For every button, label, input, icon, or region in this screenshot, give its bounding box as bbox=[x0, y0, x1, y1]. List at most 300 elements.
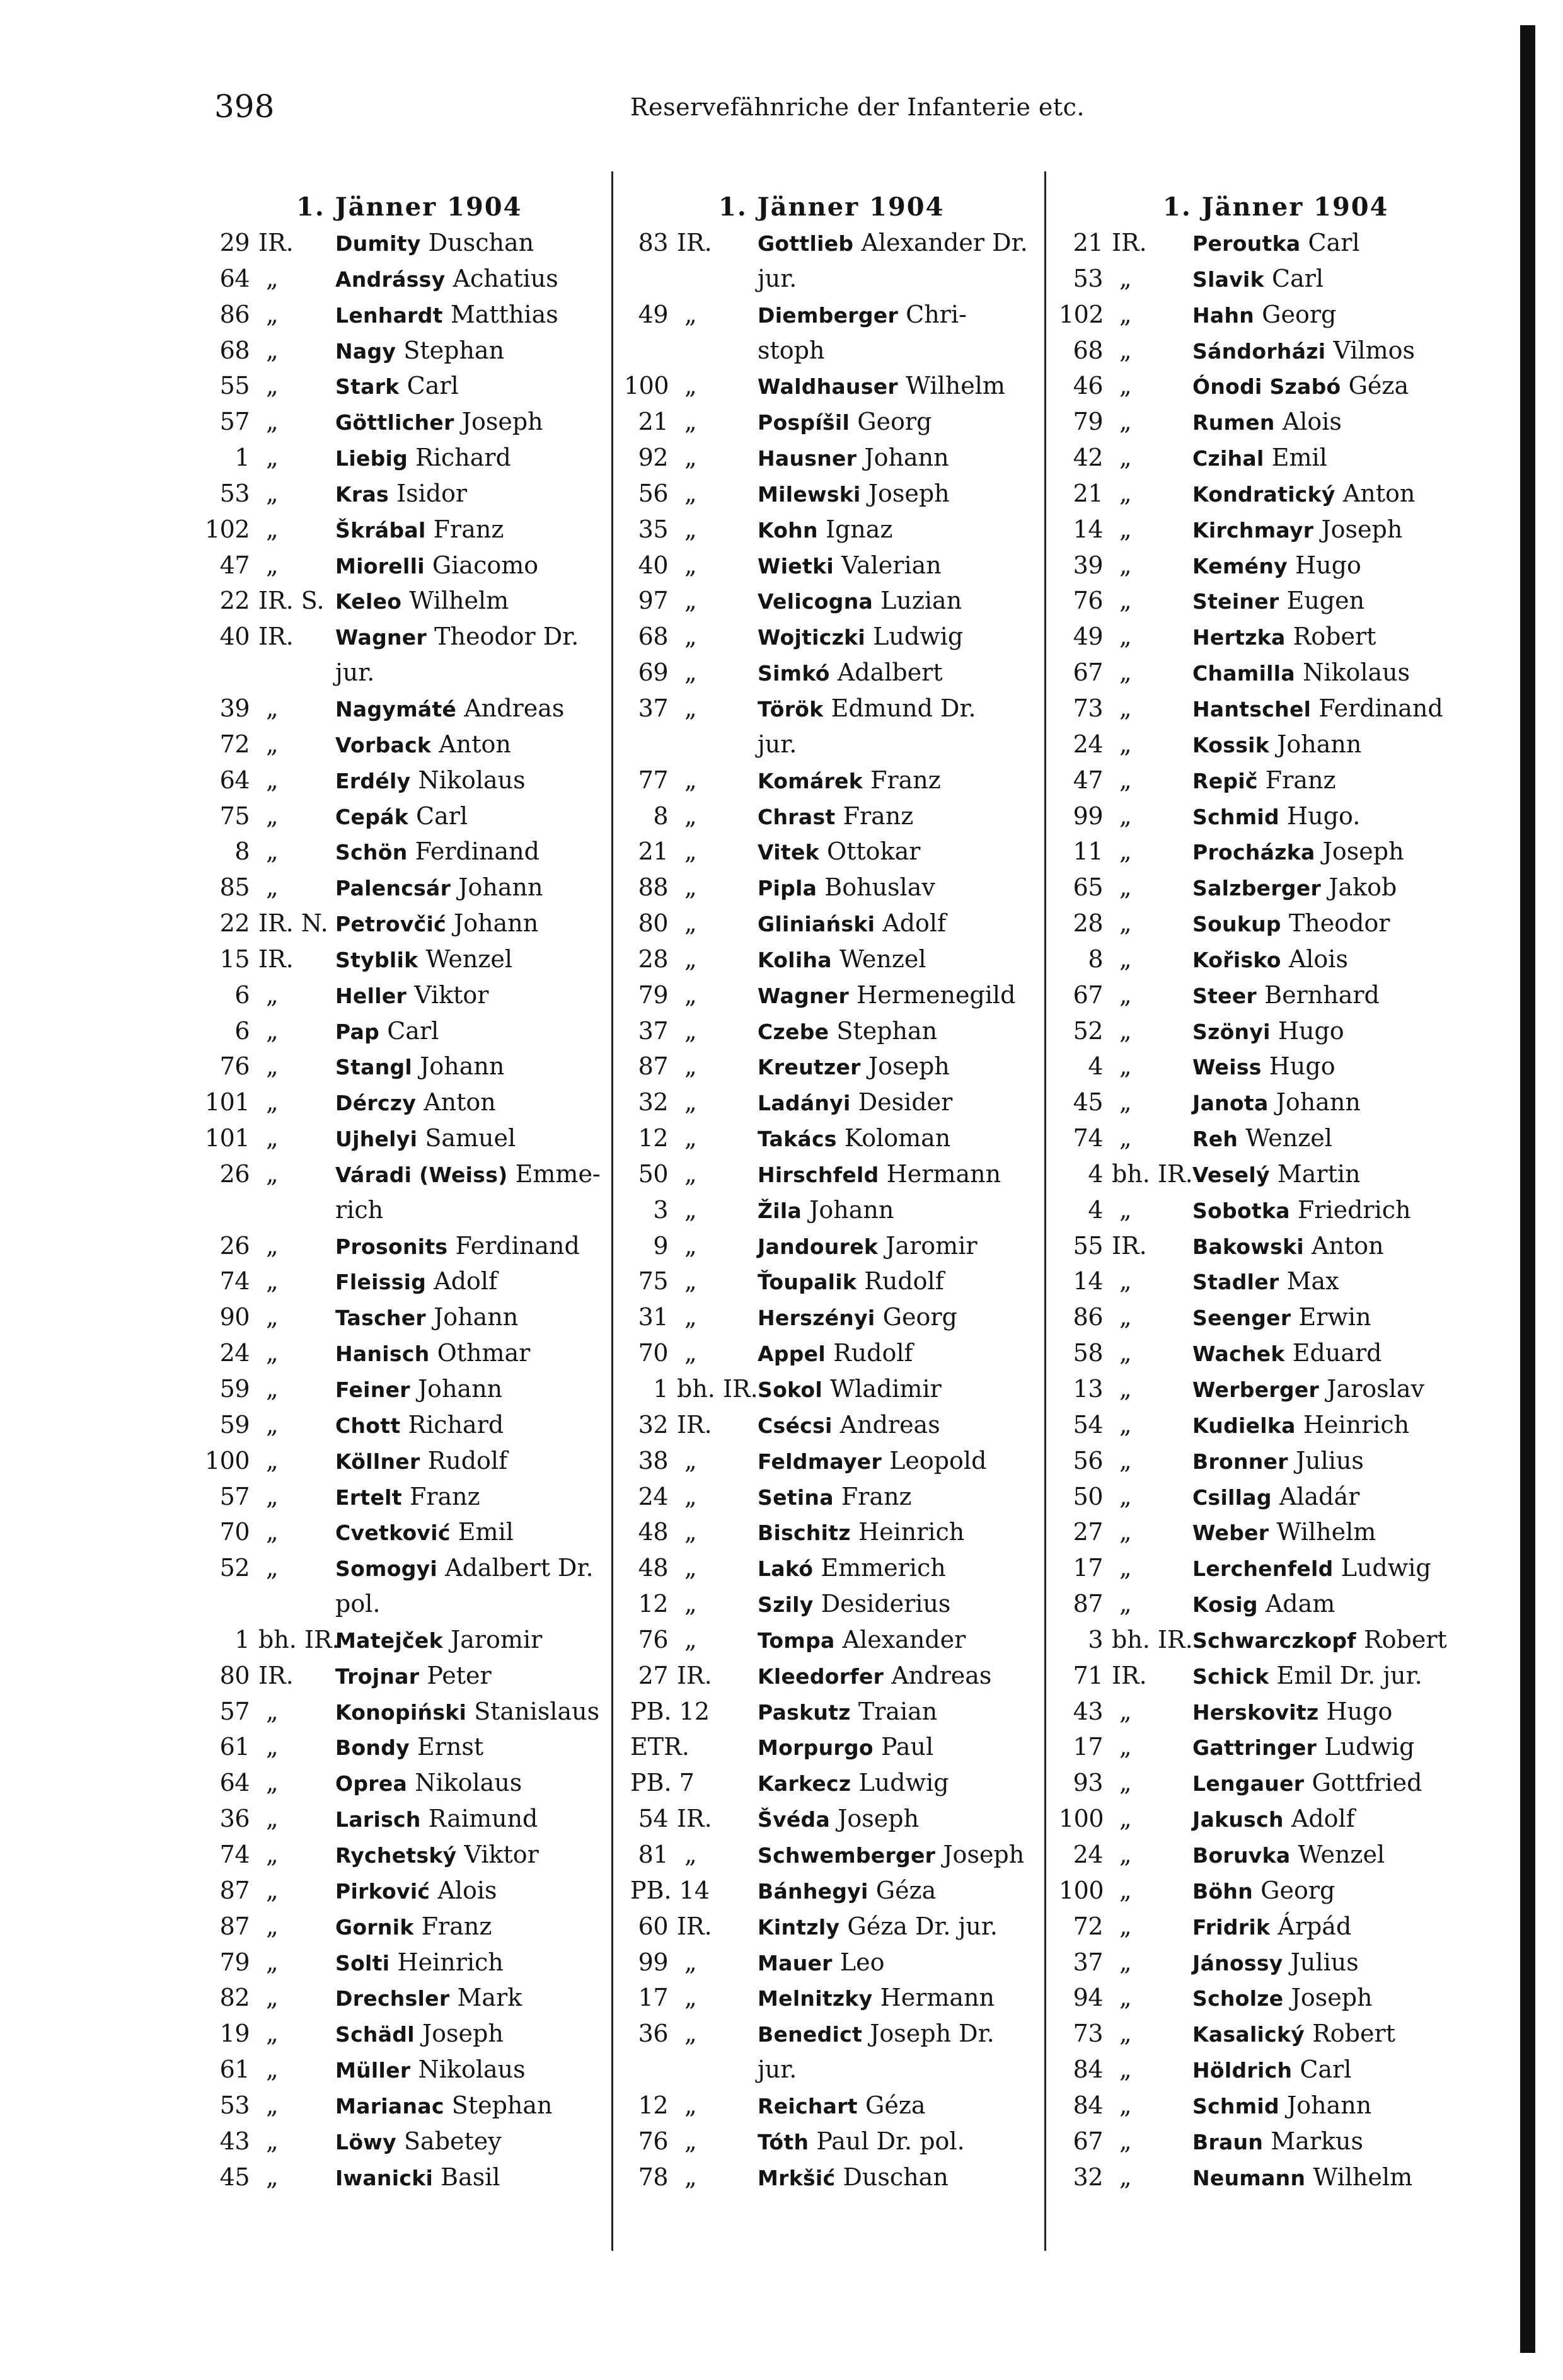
surname: Nagy bbox=[335, 338, 396, 364]
given-name: Ferdinand bbox=[1318, 694, 1443, 722]
regiment-number: 46 bbox=[1073, 372, 1103, 400]
regiment-number: 80 bbox=[219, 1661, 250, 1689]
person-name bbox=[758, 655, 943, 692]
list-item bbox=[624, 834, 1040, 870]
person-name bbox=[758, 1049, 950, 1086]
list-item bbox=[202, 1980, 605, 2016]
regiment-number: 21 bbox=[638, 837, 668, 866]
list-item bbox=[1059, 297, 1494, 333]
regiment-number: 32 bbox=[638, 1410, 668, 1439]
list-item bbox=[1059, 1729, 1494, 1765]
list-item bbox=[202, 1335, 605, 1371]
unit-abbreviation: IR. bbox=[1112, 1231, 1147, 1260]
given-name: Adalbert bbox=[837, 658, 943, 687]
list-item bbox=[1059, 1371, 1494, 1407]
unit-abbreviation: IR. bbox=[258, 623, 294, 651]
list-item bbox=[1059, 1514, 1494, 1550]
surname: Scholze bbox=[1192, 1986, 1284, 2011]
given-name: Hugo. bbox=[1287, 802, 1361, 830]
regiment-number: 22 bbox=[219, 909, 250, 938]
surname: Schön bbox=[335, 840, 408, 865]
person-name bbox=[1192, 1514, 1376, 1551]
surname: Kosig bbox=[1192, 1592, 1258, 1618]
surname: Nagymáté bbox=[335, 696, 457, 721]
surname: Göttlicher bbox=[335, 410, 454, 435]
list-item bbox=[1059, 1658, 1494, 1694]
page-number: 398 bbox=[214, 88, 275, 125]
surname: Csillag bbox=[1192, 1485, 1272, 1510]
regiment-number: 32 bbox=[1073, 2163, 1103, 2191]
surname: Kemény bbox=[1192, 553, 1288, 578]
regiment-number: 52 bbox=[1073, 1016, 1103, 1045]
regiment-number: 53 bbox=[219, 479, 250, 507]
surname: Milewski bbox=[758, 481, 861, 507]
surname: Schick bbox=[1192, 1664, 1269, 1689]
regiment-number: 43 bbox=[219, 2127, 250, 2155]
person-name bbox=[335, 1299, 518, 1337]
unit-abbreviation: PB. 14 bbox=[630, 1876, 710, 1904]
surname: Schwemberger bbox=[758, 1842, 936, 1868]
surname: Miorelli bbox=[335, 553, 425, 578]
regiment-number: 67 bbox=[1073, 658, 1103, 687]
surname: Wachek bbox=[1192, 1342, 1285, 1367]
unit-abbreviation: „ bbox=[266, 1303, 279, 1331]
surname: Kleedorfer bbox=[758, 1664, 884, 1689]
person-name bbox=[758, 870, 935, 907]
unit-abbreviation: „ bbox=[1119, 1088, 1132, 1117]
list-item bbox=[1059, 2016, 1494, 2052]
given-name: Joseph bbox=[943, 1840, 1025, 1868]
person-name bbox=[335, 1335, 530, 1372]
person-name bbox=[758, 977, 1015, 1015]
regiment-number: 39 bbox=[219, 694, 250, 722]
regiment-number: 79 bbox=[1073, 408, 1103, 436]
given-name: Nikolaus bbox=[415, 1769, 522, 1797]
unit-abbreviation: „ bbox=[684, 1231, 697, 1260]
surname: Trojnar bbox=[335, 1664, 420, 1689]
unit-abbreviation: „ bbox=[1119, 1518, 1132, 1546]
unit-abbreviation: „ bbox=[1119, 1984, 1132, 2012]
person-name bbox=[1192, 762, 1336, 800]
person-name bbox=[758, 798, 913, 836]
person-name bbox=[335, 727, 511, 764]
unit-abbreviation: „ bbox=[684, 444, 697, 472]
list-item bbox=[624, 1407, 1040, 1443]
surname: Hausner bbox=[758, 446, 857, 471]
surname: Velicogna bbox=[758, 589, 874, 614]
given-name: Hermann bbox=[880, 1984, 995, 2012]
given-name: Max bbox=[1286, 1267, 1339, 1296]
surname: Škrábal bbox=[335, 517, 426, 543]
surname: Prosonits bbox=[335, 1234, 448, 1259]
column-heading: 1. Jänner 1904 bbox=[296, 192, 522, 222]
surname: Boruvka bbox=[1192, 1842, 1291, 1868]
unit-abbreviation: IR. S. bbox=[258, 587, 325, 615]
given-name: Carl bbox=[407, 372, 459, 400]
regiment-number: 6 bbox=[234, 1016, 250, 1045]
given-name: Anton bbox=[439, 730, 511, 758]
given-name: Desiderius bbox=[821, 1590, 951, 1618]
person-name bbox=[758, 512, 892, 549]
unit-abbreviation: „ bbox=[1119, 1840, 1132, 1868]
given-name: Johann bbox=[1277, 730, 1362, 758]
list-item bbox=[1059, 1801, 1494, 1837]
list-item bbox=[624, 1909, 1040, 1945]
surname: Stadler bbox=[1192, 1270, 1279, 1295]
unit-abbreviation: „ bbox=[684, 515, 697, 543]
unit-abbreviation: „ bbox=[684, 1840, 697, 1868]
surname: Schmid bbox=[1192, 2093, 1279, 2118]
given-name: Joseph bbox=[1322, 837, 1404, 866]
person-name bbox=[1192, 1407, 1409, 1444]
surname: Rychetský bbox=[335, 1842, 457, 1868]
regiment-number: 79 bbox=[219, 1948, 250, 1976]
surname: Bánhegyi bbox=[758, 1878, 868, 1904]
person-name bbox=[758, 2052, 797, 2089]
regiment-number: 12 bbox=[638, 2091, 668, 2119]
given-name: Julius bbox=[1295, 1446, 1364, 1475]
unit-abbreviation: PB. 12 bbox=[630, 1697, 710, 1725]
person-name bbox=[1192, 2016, 1395, 2053]
list-item bbox=[202, 1694, 605, 1730]
given-name: Erwin bbox=[1298, 1303, 1371, 1331]
regiment-number: 84 bbox=[1073, 2055, 1103, 2084]
list-item bbox=[1059, 1586, 1494, 1622]
list-item bbox=[624, 870, 1040, 905]
list-item bbox=[624, 404, 1040, 440]
given-name: Wilhelm bbox=[409, 587, 509, 615]
unit-abbreviation: „ bbox=[684, 1590, 697, 1618]
given-name: Othmar bbox=[437, 1339, 531, 1367]
list-item bbox=[1059, 1228, 1494, 1264]
list-item bbox=[202, 619, 605, 655]
list-item bbox=[202, 1873, 605, 1909]
list-item bbox=[202, 1729, 605, 1765]
regiment-number: 19 bbox=[219, 2020, 250, 2048]
person-name bbox=[335, 1622, 542, 1659]
person-name bbox=[1192, 1263, 1339, 1301]
given-name: Nikolaus bbox=[1303, 658, 1410, 687]
surname: Reh bbox=[1192, 1127, 1238, 1152]
regiment-number: 72 bbox=[219, 730, 250, 758]
person-name bbox=[335, 297, 558, 334]
regiment-number: 1 bbox=[234, 1625, 250, 1653]
given-name: Viktor bbox=[464, 1840, 539, 1868]
surname: Salzberger bbox=[1192, 876, 1322, 901]
unit-abbreviation: „ bbox=[1119, 2055, 1132, 2084]
person-name bbox=[1192, 1479, 1359, 1516]
unit-abbreviation: „ bbox=[684, 766, 697, 794]
person-name bbox=[758, 762, 941, 800]
given-name: Traian bbox=[858, 1697, 938, 1725]
person-name bbox=[335, 2052, 526, 2089]
given-name: Viktor bbox=[414, 980, 489, 1009]
surname: Cepák bbox=[335, 804, 408, 829]
unit-abbreviation: „ bbox=[684, 2127, 697, 2155]
surname: Marianac bbox=[335, 2093, 444, 2118]
given-name: Emil bbox=[1271, 444, 1327, 472]
regiment-number: 13 bbox=[1073, 1375, 1103, 1403]
surname: Styblik bbox=[335, 947, 418, 972]
person-name bbox=[1192, 977, 1380, 1015]
list-item bbox=[202, 941, 605, 977]
regiment-number: 8 bbox=[234, 837, 250, 866]
unit-abbreviation: „ bbox=[1119, 1912, 1132, 1940]
regiment-number: 53 bbox=[219, 2091, 250, 2119]
regiment-number: 86 bbox=[219, 300, 250, 328]
surname: Repič bbox=[1192, 768, 1258, 793]
regiment-number: 83 bbox=[638, 229, 668, 256]
person-name bbox=[335, 977, 488, 1015]
surname: Csécsi bbox=[758, 1413, 833, 1438]
person-name bbox=[758, 1192, 894, 1229]
list-item bbox=[202, 2159, 605, 2195]
unit-abbreviation: „ bbox=[266, 2127, 279, 2155]
list-item bbox=[624, 1371, 1040, 1407]
unit-abbreviation: „ bbox=[684, 479, 697, 507]
surname: Weber bbox=[1192, 1521, 1269, 1546]
regiment-number: 14 bbox=[1073, 1267, 1103, 1296]
surname: Ťoupalik bbox=[758, 1270, 857, 1295]
given-name: Heinrich bbox=[858, 1518, 965, 1546]
given-name: Adolf bbox=[882, 909, 947, 938]
given-name: Géza bbox=[1348, 372, 1409, 400]
list-item bbox=[1059, 1299, 1494, 1335]
regiment-number: 55 bbox=[219, 372, 250, 400]
list-item bbox=[202, 1407, 605, 1443]
given-name: Alois bbox=[1288, 945, 1348, 973]
list-item bbox=[202, 583, 605, 619]
given-name: Valerian bbox=[841, 551, 942, 579]
given-name: Anton bbox=[1342, 479, 1416, 507]
unit-abbreviation: „ bbox=[266, 2055, 279, 2084]
list-item bbox=[624, 2088, 1040, 2124]
person-name bbox=[335, 905, 538, 943]
unit-abbreviation: „ bbox=[684, 372, 697, 400]
surname: Kondratický bbox=[1192, 481, 1335, 507]
list-item bbox=[202, 1084, 605, 1120]
person-name bbox=[758, 905, 946, 943]
regiment-number: 24 bbox=[638, 1482, 668, 1510]
person-name bbox=[758, 583, 962, 620]
unit-abbreviation: „ bbox=[1119, 336, 1132, 364]
list-item bbox=[624, 1873, 1040, 1909]
given-name: Johann bbox=[458, 873, 543, 902]
unit-abbreviation: „ bbox=[1119, 694, 1132, 722]
given-name: Georg bbox=[1260, 1876, 1335, 1904]
surname: Bischitz bbox=[758, 1521, 851, 1546]
person-name bbox=[758, 1514, 964, 1551]
unit-abbreviation: „ bbox=[1119, 408, 1132, 436]
surname: Morpurgo bbox=[758, 1735, 874, 1761]
regiment-number: 71 bbox=[1073, 1661, 1103, 1689]
regiment-number: 58 bbox=[1073, 1339, 1103, 1367]
surname: Chrast bbox=[758, 804, 836, 829]
unit-abbreviation: IR. bbox=[677, 1805, 712, 1833]
surname: Kasalický bbox=[1192, 2022, 1305, 2047]
unit-abbreviation: „ bbox=[684, 694, 697, 722]
person-name bbox=[335, 1837, 539, 1874]
list-item bbox=[624, 1443, 1040, 1479]
list-item bbox=[1059, 941, 1494, 977]
person-name bbox=[1192, 1873, 1335, 1910]
given-name: Hermann bbox=[886, 1159, 1001, 1188]
given-name: Ferdinand bbox=[455, 1231, 580, 1260]
list-item bbox=[202, 1013, 605, 1049]
unit-abbreviation: „ bbox=[684, 873, 697, 902]
given-name: Bernhard bbox=[1264, 980, 1380, 1009]
document-page bbox=[25, 25, 1535, 2353]
surname: Kořisko bbox=[1192, 947, 1281, 972]
list-item bbox=[1059, 1550, 1494, 1586]
unit-abbreviation: „ bbox=[684, 1195, 697, 1224]
unit-abbreviation: „ bbox=[1119, 730, 1132, 758]
person-name bbox=[335, 941, 512, 979]
surname: Jánossy bbox=[1192, 1950, 1283, 1975]
person-name bbox=[758, 297, 967, 334]
column-rule-left bbox=[611, 171, 613, 2251]
surname: Szily bbox=[758, 1592, 814, 1618]
person-name bbox=[1192, 548, 1361, 585]
given-name: Wenzel bbox=[1298, 1840, 1385, 1868]
surname: Lengauer bbox=[1192, 1771, 1305, 1796]
unit-abbreviation: „ bbox=[1119, 1124, 1132, 1153]
regiment-number: 39 bbox=[1073, 551, 1103, 579]
person-name bbox=[758, 1156, 1001, 1193]
unit-abbreviation: „ bbox=[266, 1518, 279, 1546]
regiment-number: 21 bbox=[1073, 479, 1103, 507]
list-item bbox=[202, 1371, 605, 1407]
list-item bbox=[624, 1801, 1040, 1837]
given-name: Chri- bbox=[906, 300, 967, 328]
column-heading: 1. Jänner 1904 bbox=[718, 192, 945, 222]
person-name bbox=[758, 1228, 978, 1265]
list-item bbox=[624, 1156, 1040, 1192]
given-name: Carl bbox=[416, 802, 468, 830]
unit-abbreviation: „ bbox=[266, 837, 279, 866]
list-item bbox=[202, 2016, 605, 2052]
regiment-number: 47 bbox=[219, 551, 250, 579]
given-name: Johann bbox=[454, 909, 539, 938]
unit-abbreviation: „ bbox=[684, 623, 697, 651]
regiment-number: 4 bbox=[1088, 1052, 1103, 1081]
person-name bbox=[335, 1049, 504, 1086]
given-name: Ludwig bbox=[858, 1769, 949, 1797]
list-item bbox=[624, 619, 1040, 655]
given-name: pol. bbox=[335, 1590, 381, 1618]
given-name: Franz bbox=[409, 1482, 480, 1510]
person-name bbox=[1192, 476, 1415, 513]
surname: Konopiński bbox=[335, 1699, 467, 1725]
surname: Löwy bbox=[335, 2129, 396, 2154]
given-name: Julius bbox=[1290, 1948, 1359, 1976]
given-name: Duschan bbox=[843, 2163, 949, 2191]
person-name bbox=[758, 261, 797, 298]
surname: Kohn bbox=[758, 517, 818, 543]
given-name: Rudolf bbox=[864, 1267, 944, 1296]
regiment-number: 60 bbox=[638, 1912, 668, 1940]
surname: Váradi (Weiss) bbox=[335, 1162, 508, 1187]
person-name bbox=[335, 2159, 500, 2197]
person-name bbox=[335, 1407, 504, 1444]
surname: Setina bbox=[758, 1485, 834, 1510]
surname: Švéda bbox=[758, 1807, 831, 1832]
unit-abbreviation: „ bbox=[1119, 802, 1132, 830]
given-name: Gottfried bbox=[1312, 1769, 1422, 1797]
unit-abbreviation: „ bbox=[266, 1375, 279, 1403]
given-name: Wenzel bbox=[1245, 1124, 1332, 1153]
surname: Ladányi bbox=[758, 1091, 851, 1116]
list-item bbox=[624, 1658, 1040, 1694]
unit-abbreviation: „ bbox=[266, 372, 279, 400]
unit-abbreviation: „ bbox=[684, 837, 697, 866]
regiment-number: 42 bbox=[1073, 444, 1103, 472]
given-name: Hugo bbox=[1295, 551, 1361, 579]
given-name: Friedrich bbox=[1297, 1195, 1411, 1224]
person-name bbox=[758, 1658, 991, 1695]
unit-abbreviation: „ bbox=[1119, 1446, 1132, 1475]
given-name: Markus bbox=[1271, 2127, 1364, 2155]
regiment-number: 75 bbox=[219, 802, 250, 830]
surname: Sándorházi bbox=[1192, 338, 1326, 364]
person-name bbox=[758, 1479, 912, 1516]
regiment-number: 73 bbox=[1073, 694, 1103, 722]
unit-abbreviation: „ bbox=[684, 2020, 697, 2048]
list-item bbox=[1059, 512, 1494, 548]
unit-abbreviation: „ bbox=[1119, 1697, 1132, 1725]
surname: Braun bbox=[1192, 2129, 1264, 2154]
surname: Müller bbox=[335, 2058, 411, 2083]
unit-abbreviation: „ bbox=[684, 945, 697, 973]
list-item bbox=[1059, 2088, 1494, 2124]
list-item bbox=[202, 870, 605, 905]
surname: Lakó bbox=[758, 1556, 814, 1582]
regiment-number: 100 bbox=[204, 1446, 250, 1475]
surname: Seenger bbox=[1192, 1306, 1291, 1331]
surname: Tascher bbox=[335, 1306, 426, 1331]
person-name bbox=[1192, 1729, 1414, 1766]
surname: Wagner bbox=[335, 625, 427, 650]
surname: Hanisch bbox=[335, 1342, 430, 1367]
surname: Weiss bbox=[1192, 1055, 1262, 1080]
person-name bbox=[758, 2016, 995, 2053]
person-name bbox=[1192, 655, 1410, 692]
person-name bbox=[758, 1299, 957, 1337]
surname: Lenhardt bbox=[335, 302, 443, 328]
list-item bbox=[202, 798, 605, 834]
person-name bbox=[1192, 2159, 1412, 2197]
list-item bbox=[202, 512, 605, 548]
regiment-number: 67 bbox=[1073, 2127, 1103, 2155]
surname: Tompa bbox=[758, 1628, 835, 1653]
unit-abbreviation: „ bbox=[266, 1697, 279, 1725]
given-name: Franz bbox=[843, 802, 914, 830]
person-name bbox=[758, 476, 950, 513]
regiment-number: 87 bbox=[219, 1876, 250, 1904]
list-item bbox=[624, 1550, 1040, 1586]
surname: Melnitzky bbox=[758, 1986, 873, 2011]
unit-abbreviation: „ bbox=[1119, 1052, 1132, 1081]
surname: Pap bbox=[335, 1019, 380, 1044]
list-item bbox=[624, 727, 1040, 762]
regiment-number: 99 bbox=[1073, 802, 1103, 830]
person-name bbox=[335, 619, 579, 656]
regiment-number: 17 bbox=[1073, 1733, 1103, 1761]
surname: Jandourek bbox=[758, 1234, 879, 1259]
person-name bbox=[335, 225, 534, 262]
person-name bbox=[1192, 1443, 1364, 1480]
given-name: Johann bbox=[420, 1052, 505, 1081]
